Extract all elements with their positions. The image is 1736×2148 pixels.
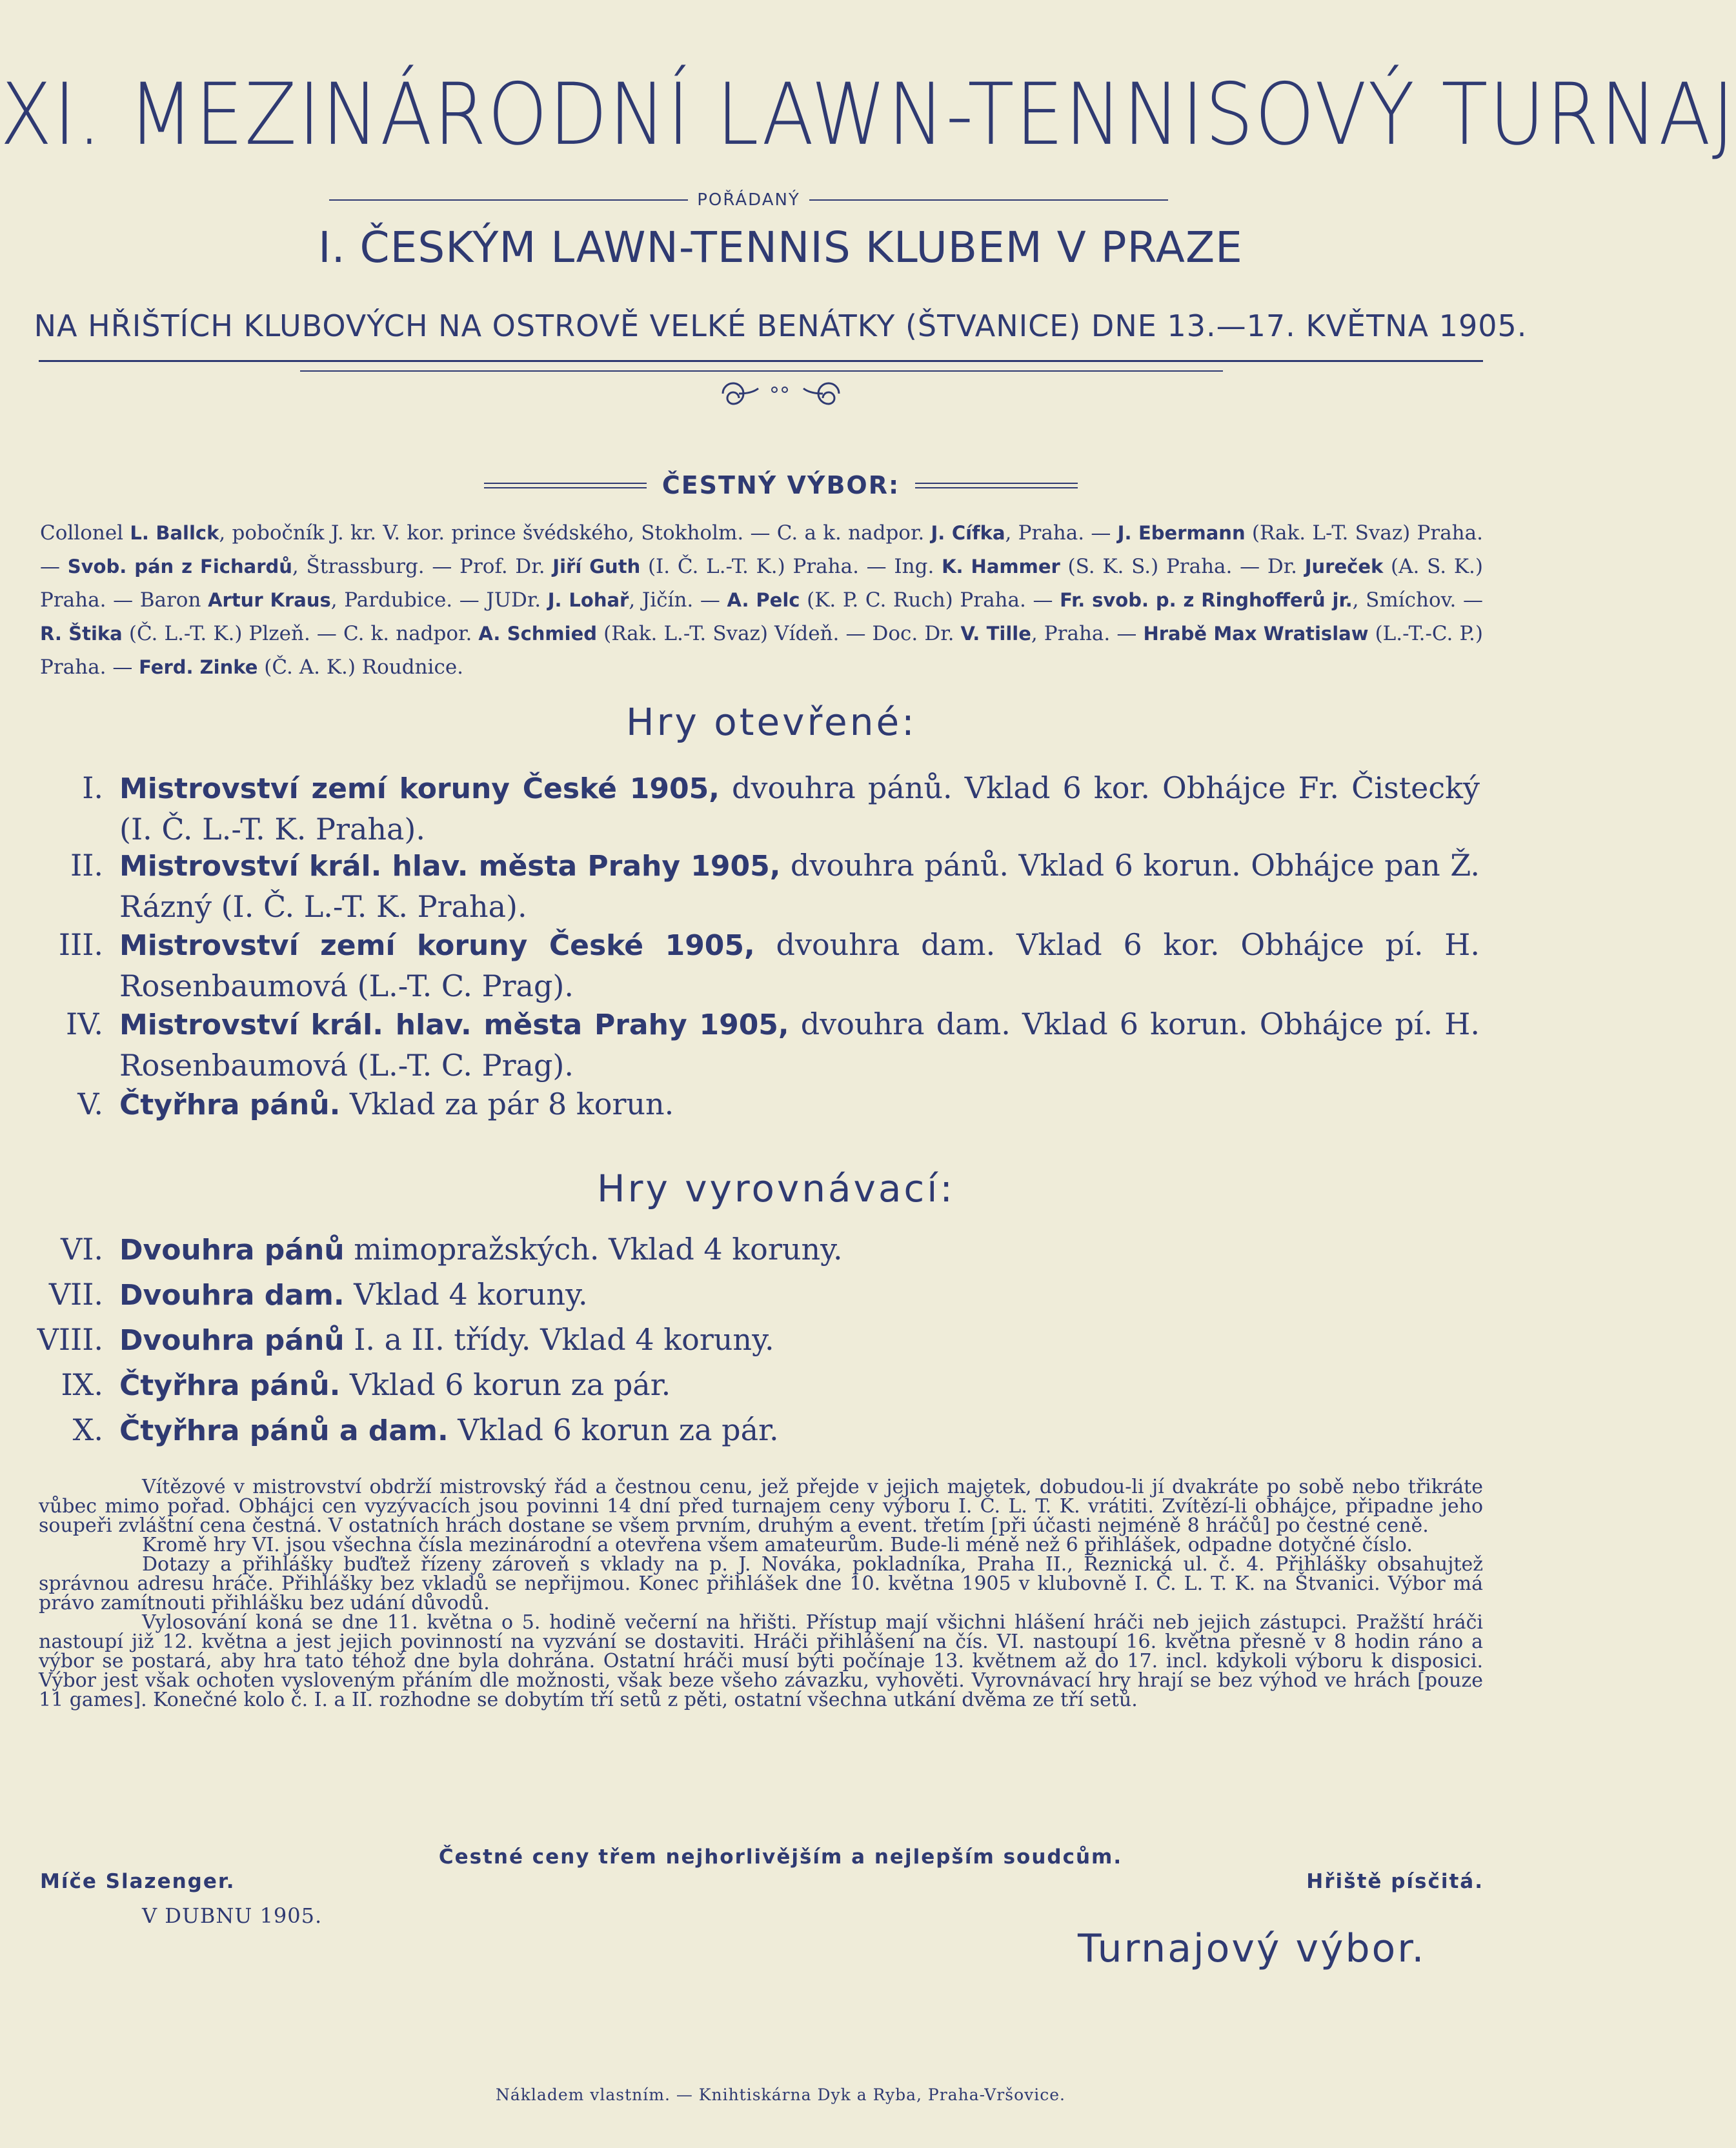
game-details: dvouhra dam. Vklad 6 kor. Obhájce pí. H. Rosenbaumová (L.-T. C. Prag). — [119, 927, 1480, 1003]
game-details: Vklad za pár 8 korun. — [340, 1087, 674, 1121]
venue-line: NA HŘIŠTÍCH KLUBOVÝCH NA OSTROVĚ VELKÉ BENÁTKY (ŠTVANICE) DNE 13.—17. KVĚTNA 1905. — [34, 308, 1528, 343]
game-details: I. a II. třídy. Vklad 4 koruny. — [344, 1322, 774, 1357]
header-divider — [39, 360, 1483, 362]
rule-paragraph: Vylosování koná se dne 11. května o 5. hodině večerní na hřišti. Přístup mají všichni hlášení hráči neb jejich zástupci. Pražští hráči nastoupí již 12. května a jest jejich povinností na vyzvání se dostaviti. Hráči přihlášení na čís. VI. nastoupí 16. května přesně v 8 hodin ráno a výbor se postará, aby hra tato téhož dne byla dohrána. Ostatní hráči musí býti počínaje 13. květnem až do 17. incl. kdykoli výboru k disposici. Výbor jest však ochoten vysloveným přáním dle možnosti, však beze všeho závazku, vyhověti. Vyrovnávací hry hrají se bez výhod ve hrách [pouze 11 games]. Konečné kolo č. I. a II. rozhodne se dobytím tří setů z pěti, ostatní všechna utkání dvěma ze tří setů. — [39, 1611, 1483, 1711]
committee-member-name: L. Ballck — [130, 522, 219, 544]
committee-member-name: Fr. svob. p. z Ringhofferů jr. — [1060, 589, 1353, 611]
committee-members — [40, 516, 1483, 684]
committee-text: (L.-T.-C. P.) Praha. — — [40, 622, 1484, 679]
balls-note: Míče Slazenger. — [40, 1870, 236, 1893]
committee-text: (K. P. C. Ruch) Praha. — — [800, 588, 1060, 612]
committee-text: (Rak. L-T. Svaz) Praha. — — [40, 521, 1483, 578]
game-title: Mistrovství král. hlav. města Prahy 1905, — [119, 850, 781, 883]
game-details: mimopražských. Vklad 4 koruny. — [344, 1232, 843, 1267]
double-rule-left — [484, 483, 647, 488]
game-number: VIII. — [37, 1322, 103, 1357]
committee-text: (I. Č. L.-T. K.) Praha. — Ing. — [640, 555, 942, 578]
committee-title: ČESTNÝ VÝBOR: — [661, 471, 900, 499]
honor-prizes-note: Čestné ceny třem nejhorlivějším a nejlepším soudcům. — [438, 1845, 1123, 1869]
committee-member-name: Jureček — [1304, 556, 1384, 577]
rule-paragraph: Dotazy a přihlášky buďtež řízeny zároveň s vklady na p. J. Nováka, pokladníka, Praha II., Řeznická ul. č. 4. Přihlášky obsahujtež správnou adresu hráče. Přihlášky bez vkladů se nepřijmou. Konec přihlášek dne 10. května 1905 v klubovně I. Č. L. T. K. na Štvanici. Výbor má právo zamítnouti přihlášku bez udání důvodů. — [39, 1553, 1483, 1614]
committee-text: , Jičín. — — [629, 588, 727, 612]
signature: Turnajový výbor. — [1078, 1926, 1426, 1971]
game-details: dvouhra pánů. Vklad 6 korun. Obhájce pan Ž. Rázný (I. Č. L.-T. K. Praha). — [119, 848, 1480, 924]
club-name: I. ČESKÝM LAWN-TENNIS KLUBEM V PRAZE — [318, 223, 1243, 272]
committee-text: , pobočník J. kr. V. kor. prince švédského, Stokholm. — C. a k. nadpor. — [219, 521, 931, 545]
right-rule — [809, 199, 1168, 201]
game-description — [119, 1365, 1480, 1406]
committee-text: (S. K. S.) Praha. — Dr. — [1060, 555, 1305, 578]
organized-by-row — [329, 187, 1168, 213]
game-title: Dvouhra pánů — [119, 1324, 345, 1357]
organized-by-label: POŘÁDANÝ — [697, 190, 800, 210]
game-description — [119, 1229, 1480, 1270]
game-title: Čtyřhra pánů. — [119, 1089, 341, 1121]
game-number: III. — [58, 927, 103, 962]
game-details: Vklad 6 korun za pár. — [448, 1412, 779, 1447]
header-divider-short — [300, 370, 1223, 372]
handicap-games-title: Hry vyrovnávací: — [597, 1167, 955, 1210]
game-title: Dvouhra pánů — [119, 1234, 345, 1267]
game-title: Mistrovství zemí koruny České 1905, — [119, 772, 720, 805]
rule-paragraph: Vítězové v mistrovství obdrží mistrovský řád a čestnou cenu, jež přejde v jejich majetek, dobudou-li jí dvakráte po sobě nebo třikráte vůbec mimo pořad. Obhájci cen vyzývacích jsou povinni 14 dní před turnajem ceny výboru I. Č. L. T. K. vrátiti. Zvítězí-li obhájce, připadne jeho soupeři zvláštní cena čestná. V ostatních hrách dostane se všem prvním, druhým a event. třetím [při účasti nejméně 8 hráčů] po čestné ceně. — [39, 1476, 1483, 1537]
committee-heading-row — [484, 466, 1078, 505]
committee-member-name: R. Štika — [40, 623, 123, 645]
scroll-ornament-icon — [710, 374, 852, 413]
committee-text: , Pardubice. — JUDr. — [330, 588, 548, 612]
game-number: IX. — [61, 1367, 103, 1402]
committee-text: Collonel — [40, 521, 130, 545]
printer-imprint: Nákladem vlastním. — Knihtiskárna Dyk a Ryba, Praha-Vršovice. — [495, 2085, 1065, 2104]
issue-date: V DUBNU 1905. — [142, 1903, 323, 1928]
committee-member-name: A. Pelc — [727, 589, 800, 611]
game-description — [119, 1320, 1480, 1361]
game-description — [119, 1004, 1480, 1085]
game-number: VI. — [60, 1232, 103, 1267]
committee-member-name: Jiří Guth — [552, 556, 641, 577]
open-games-title: Hry otevřené: — [626, 700, 917, 744]
committee-member-name: K. Hammer — [942, 556, 1060, 577]
committee-member-name: Svob. pán z Fichardů — [67, 556, 292, 577]
game-details: dvouhra pánů. Vklad 6 kor. Obhájce Fr. Čistecký (I. Č. L.-T. K. Praha). — [119, 770, 1480, 847]
game-description — [119, 845, 1480, 927]
game-number: I. — [82, 770, 103, 805]
committee-member-name: A. Schmied — [478, 623, 598, 645]
committee-member-name: Artur Kraus — [208, 589, 331, 611]
committee-member-name: V. Tille — [960, 623, 1031, 645]
committee-member-name: Ferd. Zinke — [139, 656, 258, 678]
tournament-rules — [39, 1478, 1483, 1710]
tournament-title: XI. MEZINÁRODNÍ LAWN-TENNISOVÝ TURNAJ — [0, 64, 1736, 165]
double-rule-right — [915, 483, 1078, 488]
committee-member-name: J. Cífka — [931, 522, 1005, 544]
game-description — [119, 1410, 1480, 1451]
committee-text: (Č. A. K.) Roudnice. — [257, 656, 464, 679]
committee-text: (Č. L.-T. K.) Plzeň. — C. k. nadpor. — [122, 622, 479, 645]
game-number: V. — [77, 1087, 103, 1121]
committee-text: , Praha. — — [1031, 622, 1144, 645]
game-description — [119, 925, 1480, 1006]
left-rule — [329, 199, 688, 201]
game-details: Vklad 4 koruny. — [344, 1277, 588, 1312]
rule-paragraph: Kromě hry VI. jsou všechna čísla mezinárodní a otevřena všem amateurům. Bude-li méně než 6 přihlášek, odpadne dotyčné číslo. — [142, 1534, 1413, 1556]
committee-text: (Rak. L.-T. Svaz) Vídeň. — Doc. Dr. — [597, 622, 961, 645]
game-number: VII. — [48, 1277, 103, 1312]
game-description — [119, 1084, 1480, 1125]
committee-text: (A. S. K.) Praha. — Baron — [40, 555, 1483, 612]
game-title: Mistrovství zemí koruny České 1905, — [119, 929, 755, 962]
committee-text: , Štrassburg. — Prof. Dr. — [292, 555, 553, 578]
game-title: Mistrovství král. hlav. města Prahy 1905, — [119, 1009, 789, 1041]
game-title: Čtyřhra pánů a dam. — [119, 1414, 449, 1447]
game-title: Dvouhra dam. — [119, 1279, 345, 1312]
committee-text: , Praha. — — [1005, 521, 1118, 545]
courts-note: Hřiště písčitá. — [1306, 1870, 1484, 1893]
committee-member-name: J. Ebermann — [1117, 522, 1246, 544]
game-number: X. — [72, 1412, 103, 1447]
game-details: dvouhra dam. Vklad 6 korun. Obhájce pí. H. Rosenbaumová (L.-T. C. Prag). — [119, 1007, 1480, 1083]
game-details: Vklad 6 korun za pár. — [340, 1367, 671, 1402]
game-description — [119, 768, 1480, 849]
committee-member-name: Hrabě Max Wratislaw — [1143, 623, 1369, 645]
game-title: Čtyřhra pánů. — [119, 1369, 341, 1402]
game-description — [119, 1274, 1480, 1316]
committee-text: , Smíchov. — — [1352, 588, 1483, 612]
game-number: IV. — [66, 1007, 103, 1041]
game-number: II. — [70, 848, 103, 883]
committee-member-name: J. Lohař — [547, 589, 629, 611]
